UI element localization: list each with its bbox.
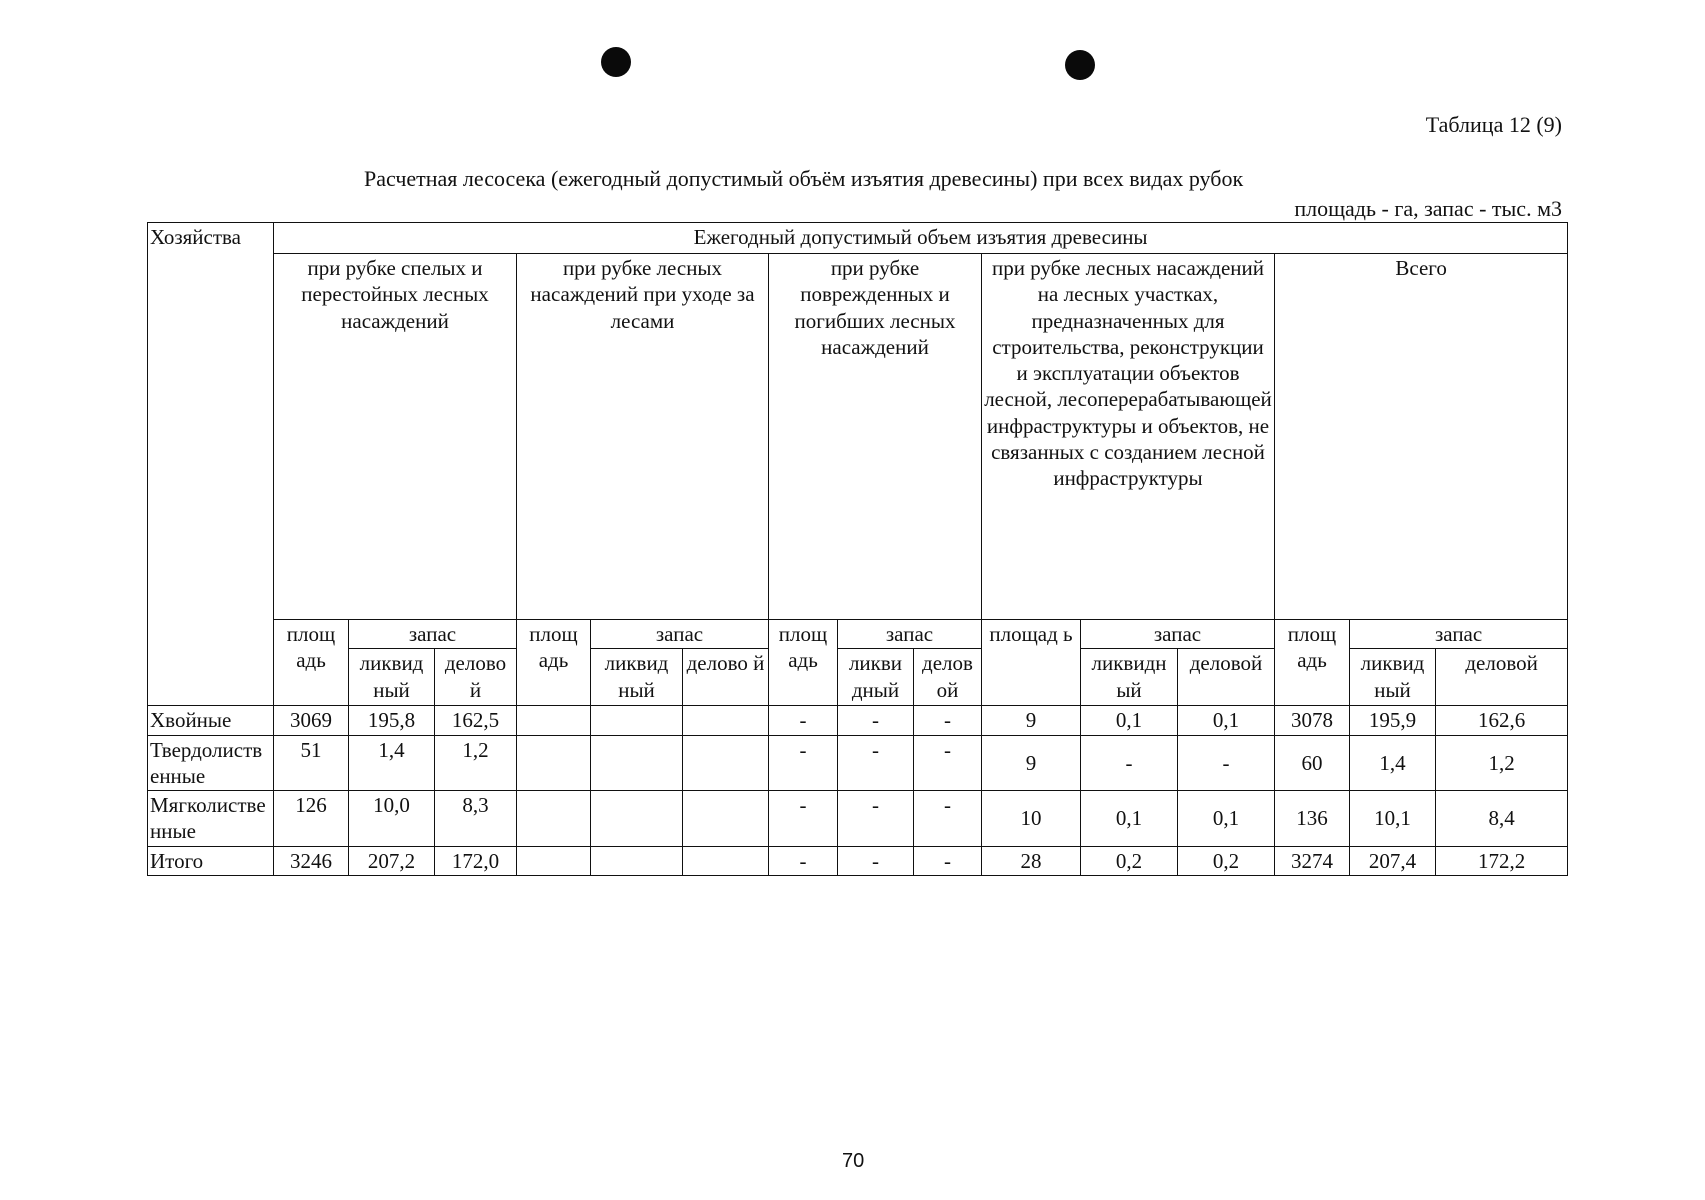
table-cell	[591, 791, 683, 847]
row-label: Хвойные	[148, 706, 274, 735]
table-cell	[517, 846, 591, 875]
table-cell: 1,2	[1436, 735, 1568, 791]
table-cell: -	[914, 846, 982, 875]
table-cell: 8,3	[435, 791, 517, 847]
subheader-area: площ адь	[517, 620, 591, 706]
table-cell: -	[1178, 735, 1275, 791]
group-mature-cutting: при рубке спелых и перестойных лесных насаждений	[274, 254, 517, 620]
header-volume: Ежегодный допустимый объем изъятия древесины	[274, 223, 1568, 254]
table-row	[148, 706, 1568, 735]
row-label: Твердолиственные	[148, 735, 274, 791]
subheader-stock: запас	[349, 620, 517, 649]
subheader-area: площ адь	[1275, 620, 1350, 706]
subheader-area: площ адь	[769, 620, 838, 706]
subheader-stock: запас	[838, 620, 982, 649]
table-cell: -	[838, 791, 914, 847]
subheader-liquid: ликви дный	[838, 649, 914, 706]
units-note: площадь - га, запас - тыс. м3	[1294, 196, 1562, 221]
subheader-area: площад ь	[982, 620, 1081, 706]
table-cell: 207,2	[349, 846, 435, 875]
table-cell: 3078	[1275, 706, 1350, 735]
table-cell	[591, 735, 683, 791]
table-cell: 136	[1275, 791, 1350, 847]
table-cell: -	[838, 735, 914, 791]
table-cell	[683, 735, 769, 791]
table-cell: 207,4	[1350, 846, 1436, 875]
table-cell	[683, 791, 769, 847]
subheader-liquid: ликвид ный	[349, 649, 435, 706]
table-cell	[591, 846, 683, 875]
table-cell: 3069	[274, 706, 349, 735]
table-cell: -	[914, 735, 982, 791]
table-cell: 8,4	[1436, 791, 1568, 847]
row-label: Мягколиственные	[148, 791, 274, 847]
subheader-stock: запас	[1081, 620, 1275, 649]
header-farm: Хозяйства	[148, 223, 274, 706]
subheader-liquid: ликвидн ый	[1081, 649, 1178, 706]
table-cell: 195,9	[1350, 706, 1436, 735]
table-cell: 1,4	[1350, 735, 1436, 791]
table-cell	[683, 846, 769, 875]
table-row-total	[148, 846, 1568, 875]
table-cell: 172,0	[435, 846, 517, 875]
table-cell: 9	[982, 735, 1081, 791]
table-row	[148, 791, 1568, 847]
table-cell: -	[838, 846, 914, 875]
table-cell: -	[914, 791, 982, 847]
group-care-cutting: при рубке лесных насаждений при уходе за лесами	[517, 254, 769, 620]
table-cell: 0,2	[1178, 846, 1275, 875]
group-construction-cutting: при рубке лесных насаждений на лесных участках, предназначенных для строительства, реконструкции и эксплуатации объектов лесной, лесоперерабатывающей инфраструктуры и объектов, не связанных с созданием лесной инфраструктуры	[982, 254, 1275, 620]
table-cell: 60	[1275, 735, 1350, 791]
subheader-business: деловой	[1178, 649, 1275, 706]
subheader-liquid: ликвид ный	[591, 649, 683, 706]
table-cell: 1,4	[349, 735, 435, 791]
table-row	[148, 735, 1568, 791]
cutting-volume-table	[147, 222, 1568, 876]
subheader-area: площ адь	[274, 620, 349, 706]
binder-hole-right	[1065, 50, 1095, 80]
table-cell: -	[769, 791, 838, 847]
table-cell: 162,5	[435, 706, 517, 735]
table-cell	[683, 706, 769, 735]
table-cell: 172,2	[1436, 846, 1568, 875]
table-cell: 195,8	[349, 706, 435, 735]
table-cell: 0,2	[1081, 846, 1178, 875]
table-cell	[591, 706, 683, 735]
table-cell: 10	[982, 791, 1081, 847]
subheader-business: делов ой	[914, 649, 982, 706]
table-number: Таблица 12 (9)	[1425, 112, 1562, 137]
table-cell	[517, 706, 591, 735]
table-cell	[517, 735, 591, 791]
table-cell: 0,1	[1178, 706, 1275, 735]
subheader-business: делово й	[435, 649, 517, 706]
page-number: 70	[842, 1150, 865, 1172]
subheader-liquid: ликвид ный	[1350, 649, 1436, 706]
table-cell: -	[769, 706, 838, 735]
group-total: Всего	[1275, 254, 1568, 620]
group-damaged-cutting: при рубке поврежденных и погибших лесных насаждений	[769, 254, 982, 620]
table-cell: -	[1081, 735, 1178, 791]
table-cell: 0,1	[1081, 791, 1178, 847]
table-cell: -	[914, 706, 982, 735]
subheader-stock: запас	[1350, 620, 1568, 649]
table-cell: -	[838, 706, 914, 735]
table-cell	[517, 791, 591, 847]
table-cell: 1,2	[435, 735, 517, 791]
subheader-stock: запас	[591, 620, 769, 649]
table-cell: 162,6	[1436, 706, 1568, 735]
table-cell: 0,1	[1178, 791, 1275, 847]
row-label: Итого	[148, 846, 274, 875]
table-cell: 10,1	[1350, 791, 1436, 847]
table-cell: 126	[274, 791, 349, 847]
table-cell: 9	[982, 706, 1081, 735]
table-cell: 28	[982, 846, 1081, 875]
table-cell: -	[769, 846, 838, 875]
table-cell: 0,1	[1081, 706, 1178, 735]
subheader-business: деловой	[1436, 649, 1568, 706]
subheader-business: делово й	[683, 649, 769, 706]
table-cell: 3274	[1275, 846, 1350, 875]
table-cell: 10,0	[349, 791, 435, 847]
table-title: Расчетная лесосека (ежегодный допустимый объём изъятия древесины) при всех видах рубок	[364, 166, 1244, 191]
binder-hole-left	[601, 47, 631, 77]
table-cell: 3246	[274, 846, 349, 875]
table-cell: -	[769, 735, 838, 791]
table-cell: 51	[274, 735, 349, 791]
